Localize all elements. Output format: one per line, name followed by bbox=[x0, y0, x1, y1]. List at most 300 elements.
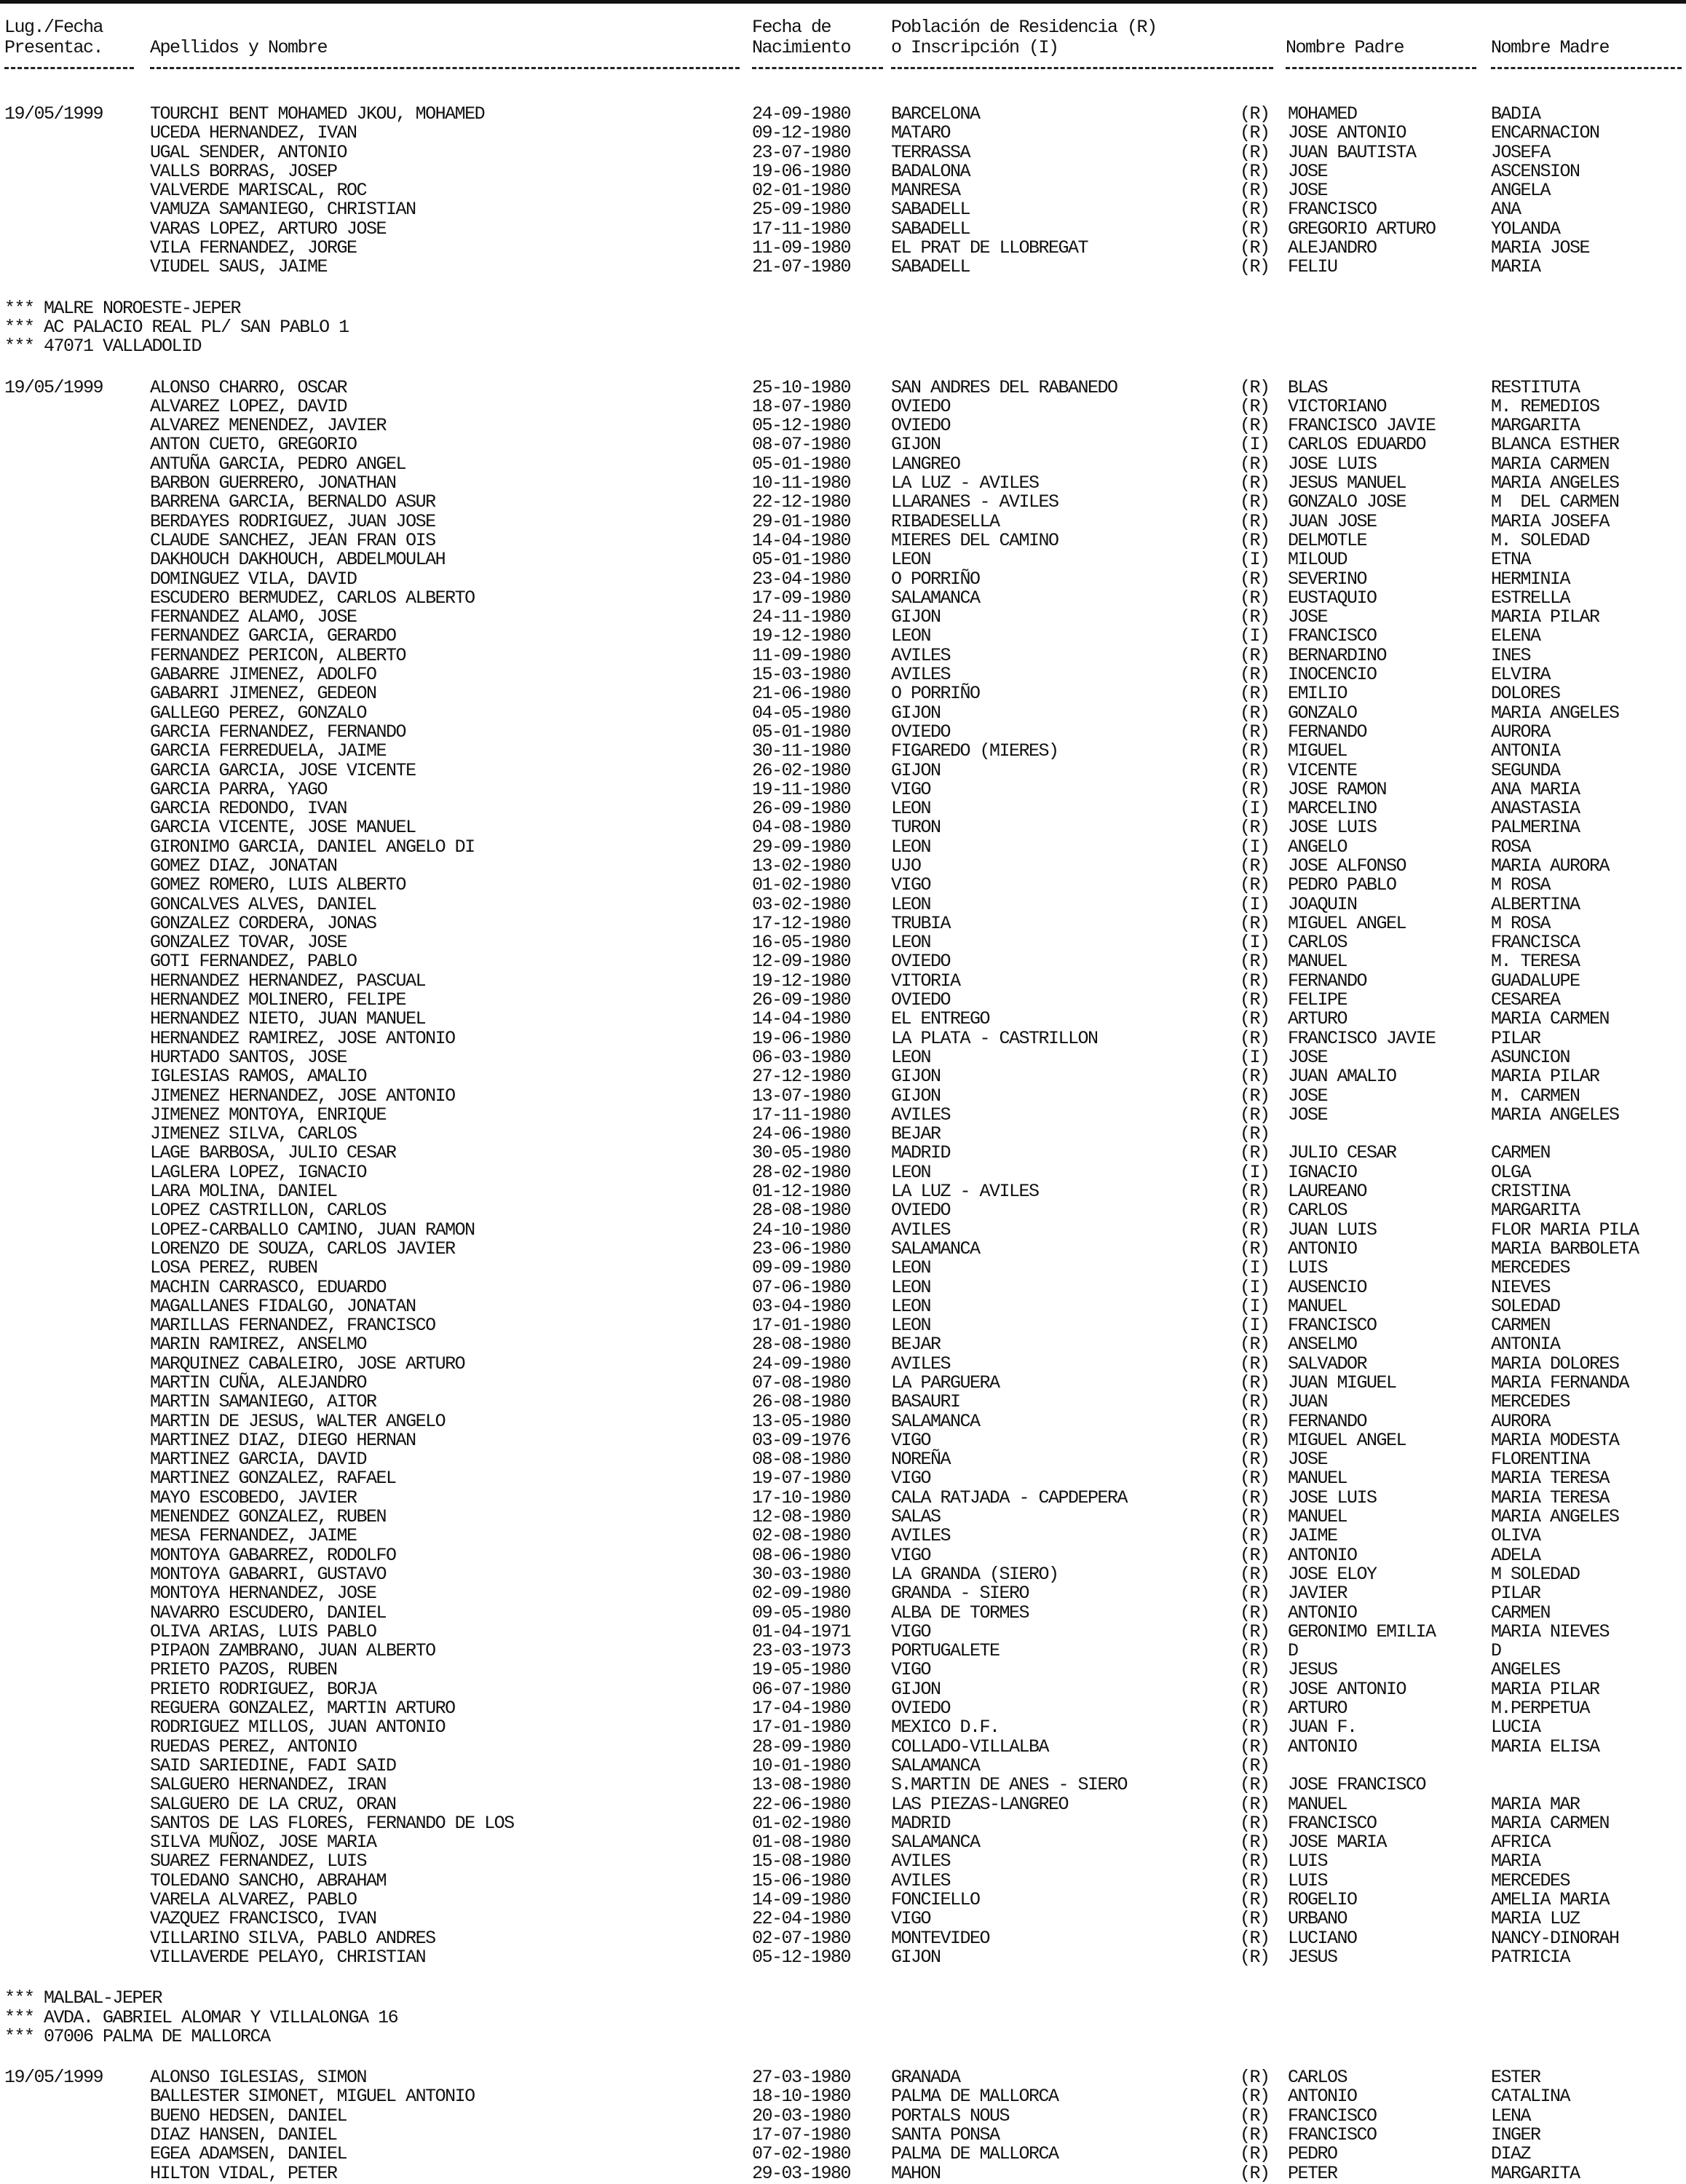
residence-type-code: (R) bbox=[1240, 2162, 1270, 2184]
residence-type-code: (I) bbox=[1240, 1161, 1270, 1183]
birth-date: 02-09-1980 bbox=[752, 1583, 851, 1605]
full-name: MONTOYA GABARREZ, RODOLFO bbox=[150, 1544, 396, 1566]
full-name: UGAL SENDER, ANTONIO bbox=[150, 141, 347, 163]
mother-name: AURORA bbox=[1491, 721, 1551, 743]
full-name: VILLAVERDE PELAYO, CHRISTIAN bbox=[150, 1946, 426, 1968]
mother-name: PILAR bbox=[1491, 1583, 1540, 1605]
residence-place: OVIEDO bbox=[891, 989, 951, 1011]
mother-name: D bbox=[1491, 1640, 1501, 1662]
father-name: BERNARDINO bbox=[1288, 644, 1387, 666]
table-row bbox=[4, 818, 1686, 837]
residence-type-code: (R) bbox=[1240, 970, 1270, 992]
residence-place: BEJAR bbox=[891, 1123, 941, 1145]
full-name: FERNANDEZ ALAMO, JOSE bbox=[150, 606, 357, 628]
office-address-line: *** AVDA. GABRIEL ALOMAR Y VILLALONGA 16 bbox=[4, 2006, 398, 2028]
birth-date: 29-09-1980 bbox=[752, 836, 851, 858]
residence-place: PORTALS NOUS bbox=[891, 2105, 1010, 2126]
full-name: MARTINEZ DIAZ, DIEGO HERNAN bbox=[150, 1429, 416, 1451]
residence-type-code: (R) bbox=[1240, 951, 1270, 973]
residence-type-code: (R) bbox=[1240, 1659, 1270, 1681]
table-row bbox=[4, 258, 1686, 277]
table-row bbox=[4, 1125, 1686, 1144]
mother-name: PALMERINA bbox=[1491, 817, 1580, 839]
residence-place: VIGO bbox=[891, 778, 931, 800]
residence-place: BASAURI bbox=[891, 1391, 960, 1413]
father-name: MARCELINO bbox=[1288, 798, 1377, 820]
header-father: Nombre Padre bbox=[1286, 37, 1404, 58]
residence-type-code: (R) bbox=[1240, 1908, 1270, 1930]
father-name: FRANCISCO JAVIE bbox=[1288, 1027, 1436, 1049]
full-name: GARCIA FERREDUELA, JAIME bbox=[150, 740, 387, 762]
residence-type-code: (R) bbox=[1240, 1889, 1270, 1911]
mother-name: AURORA bbox=[1491, 1410, 1551, 1432]
father-name: JOSE bbox=[1288, 180, 1328, 202]
table-row bbox=[4, 1469, 1686, 1488]
table-row bbox=[4, 570, 1686, 589]
residence-type-code: (I) bbox=[1240, 932, 1270, 954]
father-name: DELMOTLE bbox=[1288, 529, 1367, 551]
full-name: GABARRI JIMENEZ, GEDEON bbox=[150, 683, 376, 705]
birth-date: 22-06-1980 bbox=[752, 1793, 851, 1815]
residence-place: EL ENTREGO bbox=[891, 1008, 990, 1030]
table-row bbox=[4, 1355, 1686, 1374]
father-name: FRANCISCO bbox=[1288, 1315, 1377, 1337]
mother-name: NIEVES bbox=[1491, 1276, 1551, 1298]
birth-date: 17-09-1980 bbox=[752, 587, 851, 609]
residence-type-code: (R) bbox=[1240, 491, 1270, 513]
table-row bbox=[4, 1680, 1686, 1699]
residence-place: AVILES bbox=[891, 1104, 951, 1125]
residence-type-code: (R) bbox=[1240, 1008, 1270, 1030]
father-name: VICTORIANO bbox=[1288, 395, 1387, 417]
father-name: ANTONIO bbox=[1288, 1602, 1357, 1623]
full-name: JIMENEZ HERNANDEZ, JOSE ANTONIO bbox=[150, 1085, 455, 1107]
residence-type-code: (R) bbox=[1240, 855, 1270, 877]
full-name: GONZALEZ TOVAR, JOSE bbox=[150, 932, 347, 954]
birth-date: 01-12-1980 bbox=[752, 1181, 851, 1203]
residence-type-code: (I) bbox=[1240, 1315, 1270, 1337]
table-row bbox=[4, 780, 1686, 799]
mother-name: FLORENTINA bbox=[1491, 1449, 1590, 1471]
table-row bbox=[4, 510, 1686, 532]
record-groups bbox=[4, 74, 1686, 2183]
birth-date: 28-08-1980 bbox=[752, 1200, 851, 1222]
full-name: CLAUDE SANCHEZ, JEAN FRAN OIS bbox=[150, 529, 435, 551]
full-name: BERDAYES RODRIGUEZ, JUAN JOSE bbox=[150, 510, 435, 532]
father-name: JOSE bbox=[1288, 1085, 1328, 1107]
full-name: BARBON GUERRERO, JONATHAN bbox=[150, 472, 396, 494]
table-row bbox=[4, 1393, 1686, 1412]
birth-date: 05-01-1980 bbox=[752, 549, 851, 571]
father-name: ANGELO bbox=[1288, 836, 1347, 858]
header-mother: Nombre Madre bbox=[1491, 37, 1610, 58]
birth-date: 15-03-1980 bbox=[752, 664, 851, 686]
father-name: FRANCISCO bbox=[1288, 2105, 1377, 2126]
mother-name: M. REMEDIOS bbox=[1491, 395, 1599, 417]
birth-date: 07-08-1980 bbox=[752, 1372, 851, 1393]
father-name: JOSE LUIS bbox=[1288, 817, 1377, 839]
mother-name: YOLANDA bbox=[1491, 218, 1560, 240]
full-name: LAGLERA LOPEZ, IGNACIO bbox=[150, 1161, 367, 1183]
mother-name: M. TERESA bbox=[1491, 951, 1580, 973]
mother-name: CARMEN bbox=[1491, 1142, 1551, 1164]
mother-name: PATRICIA bbox=[1491, 1946, 1570, 1968]
full-name: HERNANDEZ RAMIREZ, JOSE ANTONIO bbox=[150, 1027, 455, 1049]
table-row bbox=[4, 2068, 1686, 2087]
father-name: ARTURO bbox=[1288, 1008, 1347, 1030]
birth-date: 12-09-1980 bbox=[752, 951, 851, 973]
father-name: JOAQUIN bbox=[1288, 893, 1357, 915]
residence-type-code: (R) bbox=[1240, 1506, 1270, 1528]
residence-type-code: (R) bbox=[1240, 2105, 1270, 2126]
birth-date: 06-07-1980 bbox=[752, 1678, 851, 1700]
father-name: JUAN BAUTISTA bbox=[1288, 141, 1416, 163]
table-row bbox=[4, 1106, 1686, 1125]
mother-name: MARIA LUZ bbox=[1491, 1908, 1580, 1930]
table-row bbox=[4, 1489, 1686, 1508]
full-name: VAZQUEZ FRANCISCO, IVAN bbox=[150, 1908, 376, 1930]
table-row bbox=[4, 1661, 1686, 1679]
birth-date: 22-04-1980 bbox=[752, 1908, 851, 1930]
table-row bbox=[4, 1929, 1686, 1948]
birth-date: 14-04-1980 bbox=[752, 1008, 851, 1030]
mother-name: ETNA bbox=[1491, 549, 1531, 571]
residence-place: VIGO bbox=[891, 1468, 931, 1489]
mother-name: FRANCISCA bbox=[1491, 932, 1580, 954]
office-address-line: *** AC PALACIO REAL PL/ SAN PABLO 1 bbox=[4, 316, 349, 338]
mother-name: INGER bbox=[1491, 2124, 1540, 2145]
full-name: TOLEDANO SANCHO, ABRAHAM bbox=[150, 1870, 387, 1891]
full-name: LARA MOLINA, DANIEL bbox=[150, 1181, 337, 1203]
mother-name: LENA bbox=[1491, 2105, 1531, 2126]
full-name: LOSA PEREZ, RUBEN bbox=[150, 1257, 317, 1279]
residence-type-code: (R) bbox=[1240, 1583, 1270, 1605]
mother-name: MERCEDES bbox=[1491, 1870, 1570, 1891]
residence-type-code: (R) bbox=[1240, 989, 1270, 1011]
residence-place: LLARANES - AVILES bbox=[891, 491, 1058, 513]
father-name: FRANCISCO bbox=[1288, 1812, 1377, 1834]
residence-place: VIGO bbox=[891, 1908, 931, 1930]
mother-name: JOSEFA bbox=[1491, 141, 1551, 163]
birth-date: 17-07-1980 bbox=[752, 2124, 851, 2145]
full-name: MONTOYA HERNANDEZ, JOSE bbox=[150, 1583, 376, 1605]
residence-place: MANRESA bbox=[891, 180, 960, 202]
residence-place: TERRASSA bbox=[891, 141, 970, 163]
table-row bbox=[4, 1527, 1686, 1546]
table-row bbox=[4, 1374, 1686, 1393]
birth-date: 19-07-1980 bbox=[752, 1468, 851, 1489]
father-name: JOSE MARIA bbox=[1288, 1832, 1387, 1853]
birth-date: 21-07-1980 bbox=[752, 256, 851, 278]
father-name: SEVERINO bbox=[1288, 568, 1367, 590]
residence-type-code: (R) bbox=[1240, 1754, 1270, 1776]
table-row bbox=[4, 1872, 1686, 1891]
residence-type-code: (R) bbox=[1240, 1793, 1270, 1815]
full-name: GOMEZ DIAZ, JONATAN bbox=[150, 855, 337, 877]
separator-place bbox=[891, 67, 1273, 69]
birth-date: 17-12-1980 bbox=[752, 912, 851, 934]
residence-type-code: (R) bbox=[1240, 1142, 1270, 1164]
full-name: PIPAON ZAMBRANO, JUAN ALBERTO bbox=[150, 1640, 435, 1662]
table-row bbox=[4, 1278, 1686, 1297]
full-name: BALLESTER SIMONET, MIGUEL ANTONIO bbox=[150, 2086, 475, 2108]
full-name: OLIVA ARIAS, LUIS PABLO bbox=[150, 1621, 376, 1642]
birth-date: 24-11-1980 bbox=[752, 606, 851, 628]
table-row bbox=[4, 1201, 1686, 1220]
full-name: SANTOS DE LAS FLORES, FERNANDO DE LOS bbox=[150, 1812, 514, 1834]
table-row bbox=[4, 2145, 1686, 2164]
residence-place: PALMA DE MALLORCA bbox=[891, 2143, 1058, 2165]
residence-place: SALAMANCA bbox=[891, 1410, 980, 1432]
residence-place: VIGO bbox=[891, 1621, 931, 1642]
table-row bbox=[4, 1718, 1686, 1737]
birth-date: 08-07-1980 bbox=[752, 434, 851, 456]
father-name: PEDRO bbox=[1288, 2143, 1337, 2165]
full-name: MARILLAS FERNANDEZ, FRANCISCO bbox=[150, 1315, 435, 1337]
full-name: SILVA MUÑOZ, JOSE MARIA bbox=[150, 1832, 376, 1853]
residence-place: LAS PIEZAS-LANGREO bbox=[891, 1793, 1069, 1815]
table-row bbox=[4, 972, 1686, 991]
birth-date: 17-11-1980 bbox=[752, 1104, 851, 1125]
birth-date: 28-09-1980 bbox=[752, 1736, 851, 1757]
residence-type-code: (R) bbox=[1240, 874, 1270, 896]
full-name: VILA FERNANDEZ, JORGE bbox=[150, 237, 357, 259]
mother-name: PILAR bbox=[1491, 1027, 1540, 1049]
birth-date: 30-03-1980 bbox=[752, 1563, 851, 1585]
office-address-line: *** MALBAL-JEPER bbox=[4, 1987, 162, 2009]
father-name: JESUS bbox=[1288, 1659, 1337, 1681]
birth-date: 15-08-1980 bbox=[752, 1851, 851, 1872]
residence-type-code: (R) bbox=[1240, 160, 1270, 182]
full-name: ALVAREZ MENENDEZ, JAVIER bbox=[150, 415, 387, 437]
residence-place: AVILES bbox=[891, 664, 951, 686]
birth-date: 26-02-1980 bbox=[752, 759, 851, 781]
birth-date: 19-06-1980 bbox=[752, 160, 851, 182]
mother-name: M. CARMEN bbox=[1491, 1085, 1580, 1107]
residence-place: LEON bbox=[891, 1161, 931, 1183]
full-name: VARAS LOPEZ, ARTURO JOSE bbox=[150, 218, 387, 240]
table-row bbox=[4, 1814, 1686, 1833]
table-row bbox=[4, 1891, 1686, 1910]
residence-place: GIJON bbox=[891, 1066, 941, 1088]
residence-type-code: (R) bbox=[1240, 1410, 1270, 1432]
father-name: JOSE LUIS bbox=[1288, 453, 1377, 475]
father-name: ANTONIO bbox=[1288, 1736, 1357, 1757]
birth-date: 28-02-1980 bbox=[752, 1161, 851, 1183]
residence-type-code: (I) bbox=[1240, 1276, 1270, 1298]
birth-date: 28-08-1980 bbox=[752, 1334, 851, 1356]
birth-date: 23-03-1973 bbox=[752, 1640, 851, 1662]
mother-name: OLIVA bbox=[1491, 1525, 1540, 1547]
residence-type-code: (R) bbox=[1240, 395, 1270, 417]
father-name: ANTONIO bbox=[1288, 1544, 1357, 1566]
birth-date: 13-05-1980 bbox=[752, 1410, 851, 1432]
residence-type-code: (R) bbox=[1240, 1544, 1270, 1566]
father-name: LAUREANO bbox=[1288, 1181, 1367, 1203]
father-name: AUSENCIO bbox=[1288, 1276, 1367, 1298]
mother-name: MARIA JOSEFA bbox=[1491, 510, 1610, 532]
full-name: PRIETO PAZOS, RUBEN bbox=[150, 1659, 337, 1681]
mother-name: ESTER bbox=[1491, 2067, 1540, 2089]
father-name: JOSE FRANCISCO bbox=[1288, 1774, 1426, 1796]
birth-date: 03-09-1976 bbox=[752, 1429, 851, 1451]
mother-name: MARIA bbox=[1491, 256, 1540, 278]
table-row bbox=[4, 2087, 1686, 2106]
birth-date: 17-04-1980 bbox=[752, 1698, 851, 1720]
mother-name: ASCENSION bbox=[1491, 160, 1580, 182]
mother-name: M ROSA bbox=[1491, 874, 1551, 896]
father-name: JUAN MIGUEL bbox=[1288, 1372, 1396, 1393]
birth-date: 01-04-1971 bbox=[752, 1621, 851, 1642]
residence-type-code: (R) bbox=[1240, 1946, 1270, 1968]
mother-name: MARIA CARMEN bbox=[1491, 453, 1610, 475]
full-name: GONCALVES ALVES, DANIEL bbox=[150, 893, 376, 915]
residence-place: MADRID bbox=[891, 1142, 951, 1164]
mother-name: ALBERTINA bbox=[1491, 893, 1580, 915]
full-name: ANTON CUETO, GREGORIO bbox=[150, 434, 357, 456]
full-name: UCEDA HERNANDEZ, IVAN bbox=[150, 122, 357, 144]
residence-place: MIERES DEL CAMINO bbox=[891, 529, 1058, 551]
table-row bbox=[4, 105, 1686, 124]
mother-name: MARIA CARMEN bbox=[1491, 1008, 1610, 1030]
mother-name: DOLORES bbox=[1491, 683, 1560, 705]
residence-type-code: (R) bbox=[1240, 453, 1270, 475]
residence-place: PORTUGALETE bbox=[891, 1640, 1000, 1662]
full-name: GOTI FERNANDEZ, PABLO bbox=[150, 951, 357, 973]
mother-name: M. SOLEDAD bbox=[1491, 529, 1590, 551]
full-name: VILLARINO SILVA, PABLO ANDRES bbox=[150, 1927, 435, 1949]
mother-name: ANA bbox=[1491, 199, 1521, 221]
residence-type-code: (I) bbox=[1240, 798, 1270, 820]
residence-place: GIJON bbox=[891, 1946, 941, 1968]
mother-name: MARIA PILAR bbox=[1491, 1678, 1599, 1700]
full-name: GARCIA PARRA, YAGO bbox=[150, 778, 328, 800]
birth-date: 24-09-1980 bbox=[752, 1353, 851, 1374]
table-row bbox=[4, 1546, 1686, 1565]
father-name: ANTONIO bbox=[1288, 1238, 1357, 1259]
birth-date: 01-02-1980 bbox=[752, 1812, 851, 1834]
mother-name: ENCARNACION bbox=[1491, 122, 1599, 144]
residence-type-code: (R) bbox=[1240, 759, 1270, 781]
full-name: PRIETO RODRIGUEZ, BORJA bbox=[150, 1678, 376, 1700]
father-name: PEDRO PABLO bbox=[1288, 874, 1396, 896]
father-name: JUAN JOSE bbox=[1288, 510, 1377, 532]
father-name: CARLOS EDUARDO bbox=[1288, 434, 1426, 456]
residence-place: GIJON bbox=[891, 1085, 941, 1107]
full-name: SALGUERO HERNANDEZ, IRAN bbox=[150, 1774, 387, 1796]
mother-name: MARIA MAR bbox=[1491, 1793, 1580, 1815]
table-row bbox=[4, 1623, 1686, 1642]
birth-date: 07-02-1980 bbox=[752, 2143, 851, 2165]
full-name: JIMENEZ MONTOYA, ENRIQUE bbox=[150, 1104, 387, 1125]
residence-type-code: (R) bbox=[1240, 180, 1270, 202]
birth-date: 03-02-1980 bbox=[752, 893, 851, 915]
father-name: D bbox=[1288, 1640, 1298, 1662]
residence-place: SABADELL bbox=[891, 218, 970, 240]
header-separator bbox=[4, 58, 1686, 74]
mother-name: BADIA bbox=[1491, 103, 1540, 124]
residence-type-code: (R) bbox=[1240, 1429, 1270, 1451]
mother-name: MARGARITA bbox=[1491, 415, 1580, 437]
residence-place: MEXICO D.F. bbox=[891, 1717, 1000, 1738]
residence-type-code: (I) bbox=[1240, 1295, 1270, 1317]
father-name: FERNANDO bbox=[1288, 1410, 1367, 1432]
father-name: LUIS bbox=[1288, 1870, 1328, 1891]
residence-place: AVILES bbox=[891, 1525, 951, 1547]
mother-name: CRISTINA bbox=[1491, 1181, 1570, 1203]
residence-type-code: (R) bbox=[1240, 912, 1270, 934]
birth-date: 10-01-1980 bbox=[752, 1754, 851, 1776]
birth-date: 22-12-1980 bbox=[752, 491, 851, 513]
residence-place: SALAMANCA bbox=[891, 1754, 980, 1776]
residence-place: LA LUZ - AVILES bbox=[891, 472, 1039, 494]
mother-name: CARMEN bbox=[1491, 1602, 1551, 1623]
full-name: LOPEZ CASTRILLON, CARLOS bbox=[150, 1200, 387, 1222]
birth-date: 24-09-1980 bbox=[752, 103, 851, 124]
table-row bbox=[4, 723, 1686, 742]
birth-date: 30-05-1980 bbox=[752, 1142, 851, 1164]
full-name: ANTUÑA GARCIA, PEDRO ANGEL bbox=[150, 453, 406, 475]
mother-name: OLGA bbox=[1491, 1161, 1531, 1183]
residence-type-code: (R) bbox=[1240, 141, 1270, 163]
mother-name: ANA MARIA bbox=[1491, 778, 1580, 800]
full-name: VIUDEL SAUS, JAIME bbox=[150, 256, 328, 278]
residence-type-code: (R) bbox=[1240, 1238, 1270, 1259]
residence-place: MONTEVIDEO bbox=[891, 1927, 990, 1949]
residence-type-code: (R) bbox=[1240, 702, 1270, 724]
birth-date: 14-04-1980 bbox=[752, 529, 851, 551]
header-row-1 bbox=[4, 17, 1686, 38]
residence-place: LA PLATA - CASTRILLON bbox=[891, 1027, 1098, 1049]
mother-name: LUCIA bbox=[1491, 1717, 1540, 1738]
full-name: VALVERDE MARISCAL, ROC bbox=[150, 180, 367, 202]
table-row bbox=[4, 376, 1686, 398]
table-row bbox=[4, 416, 1686, 435]
residence-type-code: (R) bbox=[1240, 1678, 1270, 1700]
residence-place: AVILES bbox=[891, 1219, 951, 1241]
table-row bbox=[4, 1182, 1686, 1201]
residence-type-code: (I) bbox=[1240, 549, 1270, 571]
separator-date bbox=[4, 67, 134, 69]
mother-name: ANGELES bbox=[1491, 1659, 1560, 1681]
full-name: MACHIN CARRASCO, EDUARDO bbox=[150, 1276, 387, 1298]
residence-place: LEON bbox=[891, 1315, 931, 1337]
full-name: GABARRE JIMENEZ, ADOLFO bbox=[150, 664, 376, 686]
birth-date: 21-06-1980 bbox=[752, 683, 851, 705]
father-name: ARTURO bbox=[1288, 1698, 1347, 1720]
table-row bbox=[4, 181, 1686, 200]
birth-date: 17-01-1980 bbox=[752, 1315, 851, 1337]
residence-place: BEJAR bbox=[891, 1334, 941, 1356]
residence-type-code: (I) bbox=[1240, 625, 1270, 647]
residence-place: VIGO bbox=[891, 1544, 931, 1566]
father-name: MANUEL bbox=[1288, 1468, 1347, 1489]
father-name: SALVADOR bbox=[1288, 1353, 1367, 1374]
residence-place: LEON bbox=[891, 1276, 931, 1298]
full-name: RODRIGUEZ MILLOS, JUAN ANTONIO bbox=[150, 1717, 446, 1738]
birth-date: 10-11-1980 bbox=[752, 472, 851, 494]
residence-type-code: (R) bbox=[1240, 1027, 1270, 1049]
full-name: GIRONIMO GARCIA, DANIEL ANGELO DI bbox=[150, 836, 475, 858]
table-row bbox=[4, 1010, 1686, 1029]
full-name: VAMUZA SAMANIEGO, CHRISTIAN bbox=[150, 199, 416, 221]
residence-type-code: (R) bbox=[1240, 817, 1270, 839]
residence-place: S.MARTIN DE ANES - SIERO bbox=[891, 1774, 1128, 1796]
mother-name: MARIA TERESA bbox=[1491, 1468, 1610, 1489]
residence-type-code: (R) bbox=[1240, 1391, 1270, 1413]
father-name: GERONIMO EMILIA bbox=[1288, 1621, 1436, 1642]
mother-name: MARIA ELISA bbox=[1491, 1736, 1599, 1757]
